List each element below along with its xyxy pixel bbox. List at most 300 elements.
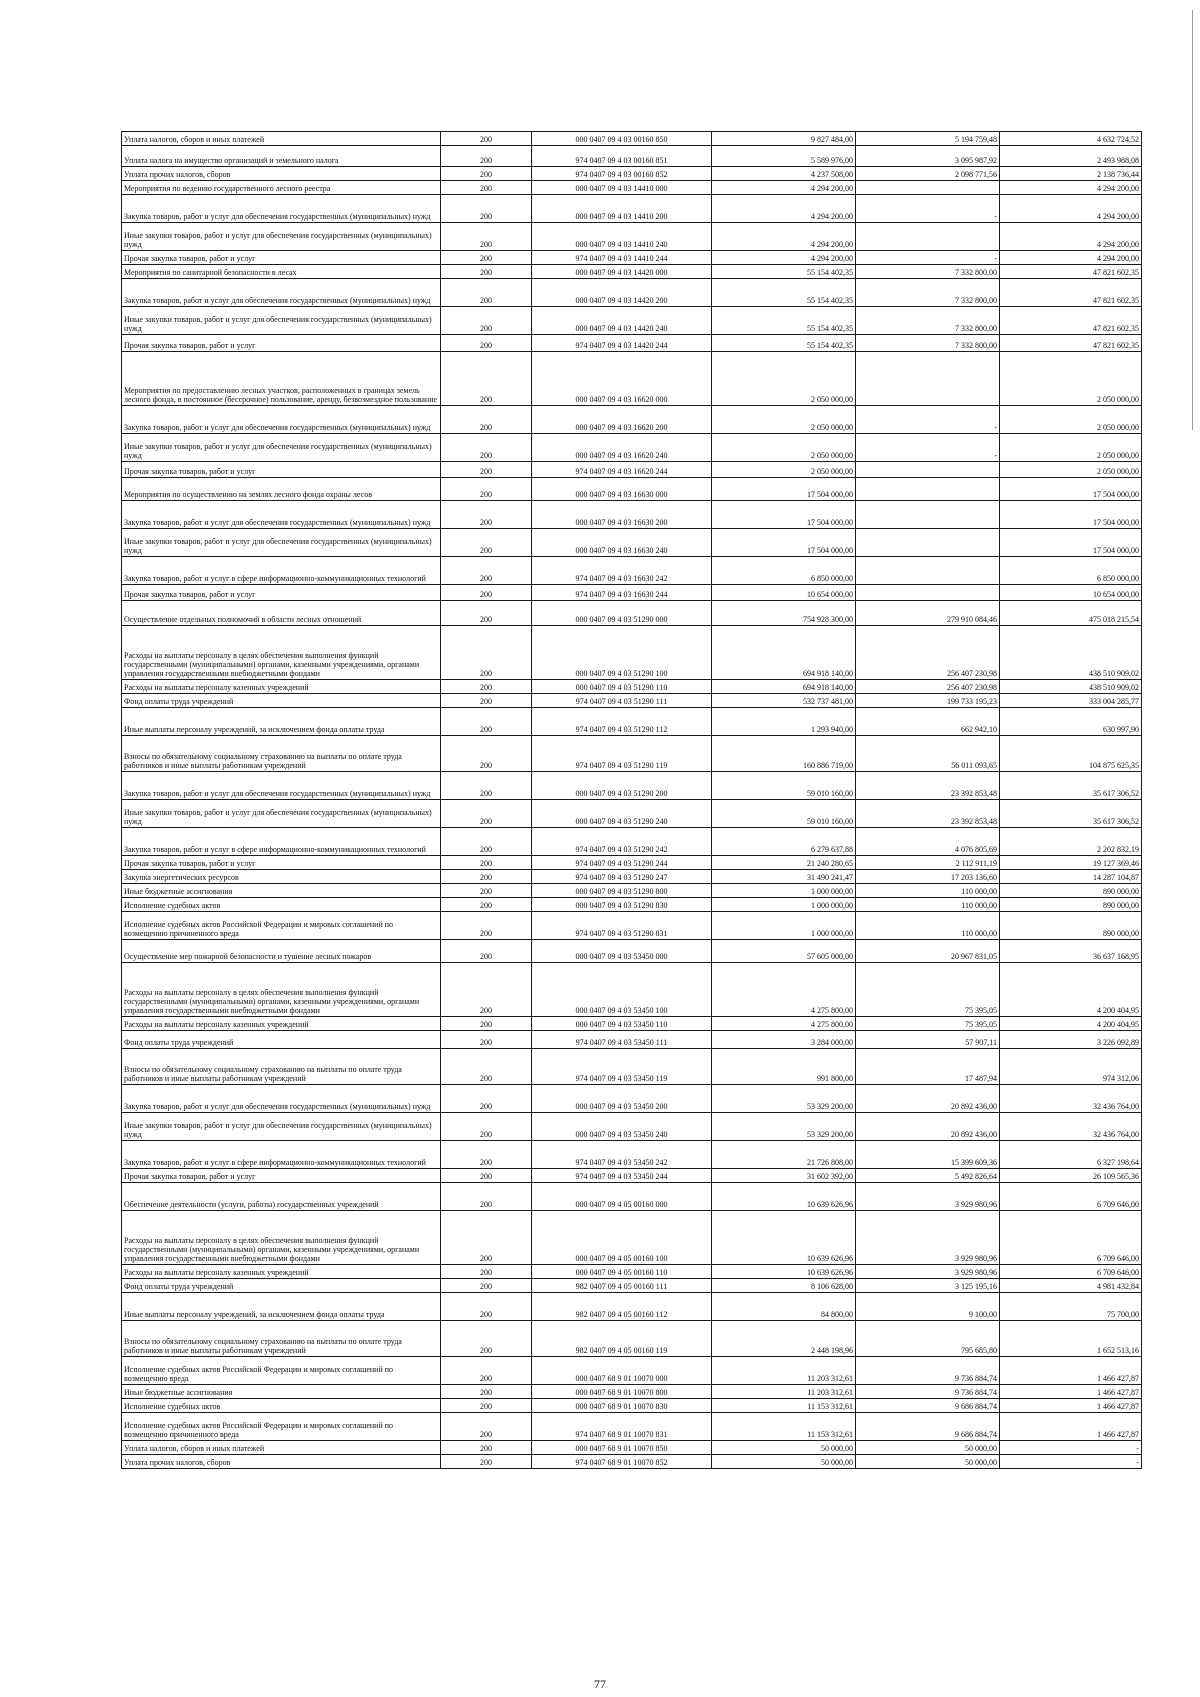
table-row xyxy=(122,828,1142,856)
remaining-amount: 75 700,00 xyxy=(1000,1293,1142,1321)
approved-amount: 17 504 000,00 xyxy=(712,529,856,557)
remaining-amount: 4 294 200,00 xyxy=(1000,195,1142,223)
table-row xyxy=(122,1399,1142,1413)
line-code: 200 xyxy=(441,940,532,963)
table-row xyxy=(122,601,1142,626)
budget-classification-code: 000 0407 09 4 03 16620 000 xyxy=(532,352,712,406)
remaining-amount: 14 287 104,87 xyxy=(1000,870,1142,884)
approved-amount: 31 490 241,47 xyxy=(712,870,856,884)
table-row xyxy=(122,146,1142,167)
remaining-amount: 4 294 200,00 xyxy=(1000,223,1142,251)
remaining-amount: 1 466 427,87 xyxy=(1000,1413,1142,1441)
approved-amount: 55 154 402,35 xyxy=(712,265,856,279)
line-code: 200 xyxy=(441,1321,532,1357)
row-name: Закупка товаров, работ и услуг для обеспечения государственных (муниципальных) нужд xyxy=(122,501,441,529)
table-row xyxy=(122,884,1142,898)
table-row xyxy=(122,279,1142,307)
approved-amount: 6 279 637,88 xyxy=(712,828,856,856)
row-name: Фонд оплаты труда учреждений xyxy=(122,694,441,708)
remaining-amount: 890 000,00 xyxy=(1000,884,1142,898)
line-code: 200 xyxy=(441,1399,532,1413)
line-code: 200 xyxy=(441,870,532,884)
line-code: 200 xyxy=(441,181,532,195)
remaining-amount: - xyxy=(1000,1455,1142,1469)
approved-amount: 2 050 000,00 xyxy=(712,462,856,478)
executed-amount: 75 395,05 xyxy=(856,963,1000,1017)
approved-amount: 754 928 300,00 xyxy=(712,601,856,626)
table-row xyxy=(122,1169,1142,1183)
page-number: 77 xyxy=(594,1677,606,1691)
approved-amount: 53 329 200,00 xyxy=(712,1085,856,1113)
remaining-amount: 2 493 988,08 xyxy=(1000,146,1142,167)
approved-amount: 2 050 000,00 xyxy=(712,434,856,462)
budget-classification-code: 000 0407 68 9 01 10070 800 xyxy=(532,1385,712,1399)
row-name: Иные закупки товаров, работ и услуг для обеспечения государственных (муниципальных) нужд xyxy=(122,800,441,828)
budget-classification-code: 000 0407 09 4 03 16620 240 xyxy=(532,434,712,462)
row-name: Иные закупки товаров, работ и услуг для обеспечения государственных (муниципальных) нужд xyxy=(122,223,441,251)
executed-amount xyxy=(856,501,1000,529)
remaining-amount: 4 294 200,00 xyxy=(1000,251,1142,265)
remaining-amount: 2 050 000,00 xyxy=(1000,406,1142,434)
executed-amount: 4 076 805,69 xyxy=(856,828,1000,856)
line-code: 200 xyxy=(441,708,532,736)
executed-amount: 9 686 884,74 xyxy=(856,1413,1000,1441)
line-code: 200 xyxy=(441,1049,532,1085)
line-code: 200 xyxy=(441,434,532,462)
row-name: Закупка товаров, работ и услуг в сфере информационно-коммуникационных технологий xyxy=(122,828,441,856)
table-row xyxy=(122,626,1142,680)
executed-amount: 256 407 230,98 xyxy=(856,626,1000,680)
budget-classification-code: 000 0407 09 4 05 00160 000 xyxy=(532,1183,712,1211)
executed-amount: 20 892 436,00 xyxy=(856,1113,1000,1141)
budget-classification-code: 000 0407 09 4 05 00160 110 xyxy=(532,1265,712,1279)
budget-classification-code: 000 0407 09 4 03 14410 240 xyxy=(532,223,712,251)
budget-classification-code: 000 0407 68 9 01 10070 000 xyxy=(532,1357,712,1385)
budget-classification-code: 000 0407 09 4 03 53450 000 xyxy=(532,940,712,963)
line-code: 200 xyxy=(441,884,532,898)
approved-amount: 2 050 000,00 xyxy=(712,352,856,406)
remaining-amount: 26 109 565,36 xyxy=(1000,1169,1142,1183)
table-row xyxy=(122,462,1142,478)
table-row xyxy=(122,406,1142,434)
approved-amount: 160 886 719,00 xyxy=(712,736,856,772)
row-name: Мероприятия по предоставлению лесных участков, расположенных в границах земель лесного фонда, в постоянное (бессрочное) пользование, аренду, безвозмездное пользование xyxy=(122,352,441,406)
budget-classification-code: 974 0407 09 4 03 14420 244 xyxy=(532,335,712,352)
table-row xyxy=(122,963,1142,1017)
row-name: Прочая закупка товаров, работ и услуг xyxy=(122,856,441,870)
budget-classification-code: 974 0407 09 4 03 00160 852 xyxy=(532,167,712,181)
row-name: Прочая закупка товаров, работ и услуг xyxy=(122,462,441,478)
approved-amount: 6 850 000,00 xyxy=(712,557,856,585)
remaining-amount: 32 436 764,00 xyxy=(1000,1085,1142,1113)
table-row xyxy=(122,1385,1142,1399)
line-code: 200 xyxy=(441,1357,532,1385)
line-code: 200 xyxy=(441,828,532,856)
remaining-amount: 6 850 000,00 xyxy=(1000,557,1142,585)
line-code: 200 xyxy=(441,265,532,279)
approved-amount: 1 293 940,00 xyxy=(712,708,856,736)
approved-amount: 8 106 628,00 xyxy=(712,1279,856,1293)
approved-amount: 21 726 808,00 xyxy=(712,1141,856,1169)
executed-amount: 9 686 884,74 xyxy=(856,1399,1000,1413)
approved-amount: 50 000,00 xyxy=(712,1455,856,1469)
budget-classification-code: 000 0407 09 4 03 14420 240 xyxy=(532,307,712,335)
approved-amount: 11 203 312,61 xyxy=(712,1385,856,1399)
budget-classification-code: 974 0407 68 9 01 10070 852 xyxy=(532,1455,712,1469)
budget-classification-code: 000 0407 09 4 03 51290 200 xyxy=(532,772,712,800)
table-row xyxy=(122,1321,1142,1357)
row-name: Мероприятия по ведению государственного лесного реестра xyxy=(122,181,441,195)
executed-amount: 7 332 800,00 xyxy=(856,307,1000,335)
budget-classification-code: 000 0407 09 4 03 53450 100 xyxy=(532,963,712,1017)
remaining-amount: 630 997,90 xyxy=(1000,708,1142,736)
table-row xyxy=(122,856,1142,870)
budget-classification-code: 000 0407 09 4 03 51290 100 xyxy=(532,626,712,680)
row-name: Исполнение судебных актов Российской Федерации и мировых соглашений по возмещению вреда xyxy=(122,1357,441,1385)
row-name: Фонд оплаты труда учреждений xyxy=(122,1279,441,1293)
line-code: 200 xyxy=(441,146,532,167)
table-row xyxy=(122,800,1142,828)
row-name: Иные бюджетные ассигнования xyxy=(122,1385,441,1399)
budget-classification-code: 974 0407 09 4 03 51290 244 xyxy=(532,856,712,870)
approved-amount: 10 654 000,00 xyxy=(712,585,856,601)
budget-classification-code: 974 0407 09 4 03 16620 244 xyxy=(532,462,712,478)
table-row xyxy=(122,167,1142,181)
line-code: 200 xyxy=(441,223,532,251)
approved-amount: 4 275 800,00 xyxy=(712,1017,856,1031)
row-name: Осуществление мер пожарной безопасности и тушение лесных пожаров xyxy=(122,940,441,963)
remaining-amount: 17 504 000,00 xyxy=(1000,529,1142,557)
budget-classification-code: 000 0407 09 4 03 14410 000 xyxy=(532,181,712,195)
remaining-amount: 4 200 404,95 xyxy=(1000,1017,1142,1031)
row-name: Иные закупки товаров, работ и услуг для обеспечения государственных (муниципальных) нужд xyxy=(122,307,441,335)
budget-classification-code: 974 0407 09 4 03 14410 244 xyxy=(532,251,712,265)
approved-amount: 2 050 000,00 xyxy=(712,406,856,434)
executed-amount: 110 000,00 xyxy=(856,884,1000,898)
budget-classification-code: 000 0407 09 4 03 14420 200 xyxy=(532,279,712,307)
approved-amount: 4 237 508,00 xyxy=(712,167,856,181)
approved-amount: 11 153 312,61 xyxy=(712,1399,856,1413)
table-row xyxy=(122,501,1142,529)
row-name: Расходы на выплаты персоналу казенных учреждений xyxy=(122,1265,441,1279)
row-name: Прочая закупка товаров, работ и услуг xyxy=(122,251,441,265)
line-code: 200 xyxy=(441,1279,532,1293)
remaining-amount: 1 466 427,87 xyxy=(1000,1399,1142,1413)
remaining-amount: 6 709 646,00 xyxy=(1000,1211,1142,1265)
budget-classification-code: 974 0407 68 9 01 10070 831 xyxy=(532,1413,712,1441)
table-row xyxy=(122,1017,1142,1031)
remaining-amount: 1 652 513,16 xyxy=(1000,1321,1142,1357)
row-name: Закупка товаров, работ и услуг в сфере информационно-коммуникационных технологий xyxy=(122,557,441,585)
executed-amount: 5 194 759,48 xyxy=(856,132,1000,146)
executed-amount: 7 332 800,00 xyxy=(856,279,1000,307)
budget-classification-code: 974 0407 09 4 03 51290 242 xyxy=(532,828,712,856)
budget-classification-code: 974 0407 09 4 03 51290 119 xyxy=(532,736,712,772)
table-row xyxy=(122,585,1142,601)
executed-amount: 110 000,00 xyxy=(856,898,1000,912)
line-code: 200 xyxy=(441,1455,532,1469)
budget-classification-code: 974 0407 09 4 03 16630 242 xyxy=(532,557,712,585)
row-name: Иные закупки товаров, работ и услуг для обеспечения государственных (муниципальных) нужд xyxy=(122,434,441,462)
line-code: 200 xyxy=(441,856,532,870)
table-row xyxy=(122,195,1142,223)
approved-amount: 532 737 481,00 xyxy=(712,694,856,708)
executed-amount: 20 892 436,00 xyxy=(856,1085,1000,1113)
line-code: 200 xyxy=(441,462,532,478)
row-name: Закупка товаров, работ и услуг для обеспечения государственных (муниципальных) нужд xyxy=(122,406,441,434)
remaining-amount: 4 981 432,84 xyxy=(1000,1279,1142,1293)
remaining-amount: 17 504 000,00 xyxy=(1000,478,1142,501)
table-row xyxy=(122,529,1142,557)
table-row xyxy=(122,478,1142,501)
remaining-amount: 36 637 168,95 xyxy=(1000,940,1142,963)
row-name: Фонд оплаты труда учреждений xyxy=(122,1031,441,1049)
line-code: 200 xyxy=(441,772,532,800)
line-code: 200 xyxy=(441,352,532,406)
table-body xyxy=(122,132,1142,1469)
row-name: Уплата налога на имущество организаций и земельного налога xyxy=(122,146,441,167)
executed-amount: 23 392 853,48 xyxy=(856,800,1000,828)
line-code: 200 xyxy=(441,680,532,694)
executed-amount: - xyxy=(856,251,1000,265)
remaining-amount: 6 327 198,64 xyxy=(1000,1141,1142,1169)
budget-classification-code: 000 0407 09 4 03 53450 110 xyxy=(532,1017,712,1031)
executed-amount: 23 392 853,48 xyxy=(856,772,1000,800)
executed-amount: 7 332 800,00 xyxy=(856,265,1000,279)
remaining-amount: 1 466 427,87 xyxy=(1000,1385,1142,1399)
budget-classification-code: 982 0407 09 4 05 00160 119 xyxy=(532,1321,712,1357)
remaining-amount: 19 127 369,46 xyxy=(1000,856,1142,870)
row-name: Уплата налогов, сборов и иных платежей xyxy=(122,132,441,146)
row-name: Прочая закупка товаров, работ и услуг xyxy=(122,585,441,601)
row-name: Уплата прочих налогов, сборов xyxy=(122,1455,441,1469)
row-name: Закупка товаров, работ и услуг для обеспечения государственных (муниципальных) нужд xyxy=(122,279,441,307)
table-row xyxy=(122,870,1142,884)
budget-classification-code: 000 0407 68 9 01 10070 830 xyxy=(532,1399,712,1413)
line-code: 200 xyxy=(441,1141,532,1169)
executed-amount: 9 100,00 xyxy=(856,1293,1000,1321)
approved-amount: 21 240 280,65 xyxy=(712,856,856,870)
remaining-amount: 35 617 306,52 xyxy=(1000,772,1142,800)
remaining-amount: 6 709 646,00 xyxy=(1000,1183,1142,1211)
row-name: Закупка товаров, работ и услуг в сфере информационно-коммуникационных технологий xyxy=(122,1141,441,1169)
line-code: 200 xyxy=(441,1293,532,1321)
line-code: 200 xyxy=(441,626,532,680)
row-name: Взносы по обязательному социальному страхованию на выплаты по оплате труда работников и иные выплаты работникам учреждений xyxy=(122,736,441,772)
line-code: 200 xyxy=(441,963,532,1017)
line-code: 200 xyxy=(441,1113,532,1141)
line-code: 200 xyxy=(441,800,532,828)
row-name: Уплата прочих налогов, сборов xyxy=(122,167,441,181)
approved-amount: 10 639 626,96 xyxy=(712,1265,856,1279)
approved-amount: 57 605 000,00 xyxy=(712,940,856,963)
line-code: 200 xyxy=(441,1385,532,1399)
table-row xyxy=(122,1413,1142,1441)
line-code: 200 xyxy=(441,406,532,434)
line-code: 200 xyxy=(441,1031,532,1049)
budget-classification-code: 974 0407 09 4 03 53450 244 xyxy=(532,1169,712,1183)
budget-classification-code: 974 0407 09 4 03 51290 111 xyxy=(532,694,712,708)
table-row xyxy=(122,736,1142,772)
row-name: Закупка товаров, работ и услуг для обеспечения государственных (муниципальных) нужд xyxy=(122,772,441,800)
remaining-amount: 890 000,00 xyxy=(1000,912,1142,940)
row-name: Исполнение судебных актов xyxy=(122,898,441,912)
table-row xyxy=(122,1357,1142,1385)
budget-classification-code: 974 0407 09 4 03 51290 247 xyxy=(532,870,712,884)
row-name: Иные закупки товаров, работ и услуг для обеспечения государственных (муниципальных) нужд xyxy=(122,529,441,557)
budget-classification-code: 000 0407 09 4 03 53450 240 xyxy=(532,1113,712,1141)
remaining-amount: 4 200 404,95 xyxy=(1000,963,1142,1017)
budget-classification-code: 974 0407 09 4 03 53450 119 xyxy=(532,1049,712,1085)
executed-amount: 50 000,00 xyxy=(856,1441,1000,1455)
budget-classification-code: 000 0407 09 4 05 00160 100 xyxy=(532,1211,712,1265)
executed-amount xyxy=(856,478,1000,501)
row-name: Осуществление отдельных полномочий в области лесных отношений xyxy=(122,601,441,626)
line-code: 200 xyxy=(441,694,532,708)
row-name: Мероприятия по осуществлению на землях лесного фонда охраны лесов xyxy=(122,478,441,501)
executed-amount: 7 332 800,00 xyxy=(856,335,1000,352)
table-row xyxy=(122,223,1142,251)
remaining-amount: - xyxy=(1000,1441,1142,1455)
executed-amount: 3 095 987,92 xyxy=(856,146,1000,167)
approved-amount: 55 154 402,35 xyxy=(712,335,856,352)
remaining-amount: 2 202 832,19 xyxy=(1000,828,1142,856)
line-code: 200 xyxy=(441,1265,532,1279)
executed-amount: 199 733 195,23 xyxy=(856,694,1000,708)
remaining-amount: 4 632 724,52 xyxy=(1000,132,1142,146)
budget-classification-code: 000 0407 09 4 03 16630 200 xyxy=(532,501,712,529)
executed-amount: 795 685,80 xyxy=(856,1321,1000,1357)
executed-amount xyxy=(856,557,1000,585)
executed-amount: 3 929 980,96 xyxy=(856,1183,1000,1211)
executed-amount: - xyxy=(856,195,1000,223)
row-name: Расходы на выплаты персоналу казенных учреждений xyxy=(122,1017,441,1031)
row-name: Взносы по обязательному социальному страхованию на выплаты по оплате труда работников и иные выплаты работникам учреждений xyxy=(122,1049,441,1085)
remaining-amount: 2 138 736,44 xyxy=(1000,167,1142,181)
executed-amount: 50 000,00 xyxy=(856,1455,1000,1469)
budget-classification-code: 000 0407 09 4 03 51290 800 xyxy=(532,884,712,898)
scan-margin-mark xyxy=(1192,10,1193,430)
line-code: 200 xyxy=(441,912,532,940)
line-code: 200 xyxy=(441,1017,532,1031)
table-row xyxy=(122,680,1142,694)
approved-amount: 5 589 976,00 xyxy=(712,146,856,167)
line-code: 200 xyxy=(441,1169,532,1183)
executed-amount xyxy=(856,529,1000,557)
row-name: Прочая закупка товаров, работ и услуг xyxy=(122,335,441,352)
executed-amount: 110 000,00 xyxy=(856,912,1000,940)
approved-amount: 4 294 200,00 xyxy=(712,181,856,195)
approved-amount: 59 010 160,00 xyxy=(712,772,856,800)
line-code: 200 xyxy=(441,132,532,146)
approved-amount: 53 329 200,00 xyxy=(712,1113,856,1141)
approved-amount: 1 000 000,00 xyxy=(712,912,856,940)
line-code: 200 xyxy=(441,335,532,352)
table-row xyxy=(122,1441,1142,1455)
table-row xyxy=(122,557,1142,585)
approved-amount: 2 448 198,96 xyxy=(712,1321,856,1357)
remaining-amount: 2 050 000,00 xyxy=(1000,462,1142,478)
row-name: Прочая закупка товаров, работ и услуг xyxy=(122,1169,441,1183)
row-name: Исполнение судебных актов xyxy=(122,1399,441,1413)
budget-classification-code: 000 0407 09 4 03 16620 200 xyxy=(532,406,712,434)
budget-classification-code: 000 0407 09 4 03 51290 240 xyxy=(532,800,712,828)
remaining-amount: 17 504 000,00 xyxy=(1000,501,1142,529)
line-code: 200 xyxy=(441,195,532,223)
remaining-amount: 47 821 602,35 xyxy=(1000,335,1142,352)
line-code: 200 xyxy=(441,501,532,529)
line-code: 200 xyxy=(441,601,532,626)
budget-classification-code: 000 0407 09 4 03 00160 850 xyxy=(532,132,712,146)
executed-amount: 279 910 084,46 xyxy=(856,601,1000,626)
row-name: Иные выплаты персоналу учреждений, за исключением фонда оплаты труда xyxy=(122,708,441,736)
executed-amount: 20 967 831,05 xyxy=(856,940,1000,963)
approved-amount: 10 639 626,96 xyxy=(712,1211,856,1265)
approved-amount: 84 800,00 xyxy=(712,1293,856,1321)
remaining-amount: 333 004 285,77 xyxy=(1000,694,1142,708)
approved-amount: 17 504 000,00 xyxy=(712,478,856,501)
executed-amount: 9 736 884,74 xyxy=(856,1357,1000,1385)
executed-amount: 56 011 093,65 xyxy=(856,736,1000,772)
remaining-amount: 974 312,06 xyxy=(1000,1049,1142,1085)
table-row xyxy=(122,772,1142,800)
budget-classification-code: 974 0407 09 4 03 00160 851 xyxy=(532,146,712,167)
remaining-amount: 2 050 000,00 xyxy=(1000,352,1142,406)
budget-classification-code: 982 0407 09 4 05 00160 112 xyxy=(532,1293,712,1321)
table-row xyxy=(122,694,1142,708)
table-row xyxy=(122,1279,1142,1293)
approved-amount: 4 275 800,00 xyxy=(712,963,856,1017)
approved-amount: 1 000 000,00 xyxy=(712,898,856,912)
line-code: 200 xyxy=(441,279,532,307)
executed-amount: 17 203 136,60 xyxy=(856,870,1000,884)
executed-amount: 662 942,10 xyxy=(856,708,1000,736)
line-code: 200 xyxy=(441,585,532,601)
table-row xyxy=(122,352,1142,406)
budget-classification-code: 000 0407 09 4 03 51290 830 xyxy=(532,898,712,912)
line-code: 200 xyxy=(441,1085,532,1113)
row-name: Иные закупки товаров, работ и услуг для обеспечения государственных (муниципальных) нужд xyxy=(122,1113,441,1141)
line-code: 200 xyxy=(441,307,532,335)
budget-execution-table xyxy=(121,131,1142,1469)
budget-classification-code: 974 0407 09 4 03 53450 111 xyxy=(532,1031,712,1049)
approved-amount: 1 000 000,00 xyxy=(712,884,856,898)
table-row xyxy=(122,1049,1142,1085)
budget-classification-code: 974 0407 09 4 03 53450 242 xyxy=(532,1141,712,1169)
approved-amount: 3 284 000,00 xyxy=(712,1031,856,1049)
row-name: Взносы по обязательному социальному страхованию на выплаты по оплате труда работников и иные выплаты работникам учреждений xyxy=(122,1321,441,1357)
executed-amount: 2 112 911,19 xyxy=(856,856,1000,870)
remaining-amount: 1 466 427,87 xyxy=(1000,1357,1142,1385)
remaining-amount: 890 000,00 xyxy=(1000,898,1142,912)
row-name: Мероприятия по санитарной безопасности в лесах xyxy=(122,265,441,279)
row-name: Расходы на выплаты персоналу в целях обеспечения выполнения функций государственными (муниципальными) органами, казенными учреждениями, органами управления государственными внебюджетными фондами xyxy=(122,963,441,1017)
table-row xyxy=(122,1085,1142,1113)
budget-classification-code: 000 0407 09 4 03 53450 200 xyxy=(532,1085,712,1113)
executed-amount: 75 395,05 xyxy=(856,1017,1000,1031)
executed-amount: 15 399 609,36 xyxy=(856,1141,1000,1169)
approved-amount: 31 602 392,00 xyxy=(712,1169,856,1183)
remaining-amount: 47 821 602,35 xyxy=(1000,265,1142,279)
row-name: Закупка товаров, работ и услуг для обеспечения государственных (муниципальных) нужд xyxy=(122,195,441,223)
table-row xyxy=(122,1113,1142,1141)
row-name: Расходы на выплаты персоналу казенных учреждений xyxy=(122,680,441,694)
executed-amount: 3 929 980,96 xyxy=(856,1265,1000,1279)
table-row xyxy=(122,912,1142,940)
executed-amount xyxy=(856,223,1000,251)
row-name: Уплата налогов, сборов и иных платежей xyxy=(122,1441,441,1455)
remaining-amount: 4 294 200,00 xyxy=(1000,181,1142,195)
